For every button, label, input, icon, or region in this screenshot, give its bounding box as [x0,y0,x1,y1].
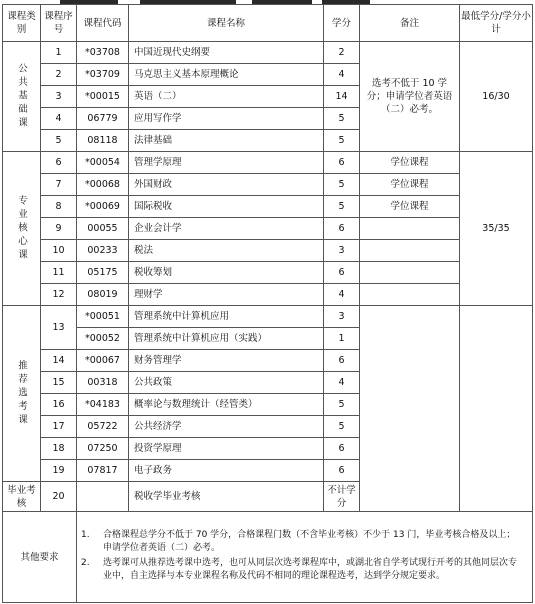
code-cell: 00055 [77,218,129,240]
note-cell: 学位课程 [360,174,460,196]
table-row [3,306,533,328]
name-cell: 税收筹划 [129,262,324,284]
name-cell: 国际税收 [129,196,324,218]
credit-cell: 6 [324,350,360,372]
note-cell: 学位课程 [360,196,460,218]
credit-cell: 5 [324,196,360,218]
subtotal-empty [460,306,533,512]
requirement-item [81,529,524,555]
seq-cell: 13 [41,306,77,350]
category-graduation: 毕业考核 [3,482,41,512]
name-cell: 公共经济学 [129,416,324,438]
category-public-basic: 公共基础课 [3,42,41,152]
credit-cell: 5 [324,416,360,438]
credit-cell: 5 [324,130,360,152]
seq-cell: 17 [41,416,77,438]
code-cell: *00068 [77,174,129,196]
header-row [3,5,533,42]
code-cell: *03709 [77,64,129,86]
name-cell: 概率论与数理统计（经管类） [129,394,324,416]
seq-cell: 8 [41,196,77,218]
credit-cell: 6 [324,218,360,240]
note-cell [360,262,460,284]
name-cell: 中国近现代史纲要 [129,42,324,64]
code-cell: *00069 [77,196,129,218]
name-cell: 公共政策 [129,372,324,394]
credit-cell: 3 [324,240,360,262]
code-cell: *03708 [77,42,129,64]
course-plan-table [2,4,533,603]
credit-cell: 6 [324,438,360,460]
requirement-number: 1. [81,530,90,540]
code-cell: 05175 [77,262,129,284]
credit-cell: 不计学分 [324,482,360,512]
code-cell: *00051 [77,306,129,328]
code-cell: *00015 [77,86,129,108]
subtotal-public-basic: 16/30 [460,42,533,152]
name-cell: 管理学原理 [129,152,324,174]
name-cell: 法律基础 [129,130,324,152]
code-cell: *00067 [77,350,129,372]
seq-cell: 19 [41,460,77,482]
header-name: 课程名称 [129,5,324,42]
name-cell: 应用写作学 [129,108,324,130]
code-cell: 08019 [77,284,129,306]
table-row [3,42,533,64]
name-cell: 马克思主义基本原理概论 [129,64,324,86]
credit-cell: 14 [324,86,360,108]
note-cell [360,284,460,306]
other-requirements-row [3,512,533,603]
name-cell: 税收学毕业考核 [129,482,324,512]
header-code: 课程代码 [77,5,129,42]
seq-cell: 18 [41,438,77,460]
code-cell: 08118 [77,130,129,152]
code-cell: 00233 [77,240,129,262]
seq-cell: 10 [41,240,77,262]
name-cell: 财务管理学 [129,350,324,372]
name-cell: 理财学 [129,284,324,306]
requirement-item [81,557,524,583]
credit-cell: 6 [324,152,360,174]
credit-cell: 4 [324,284,360,306]
subtotal-core: 35/35 [460,152,533,306]
name-cell: 电子政务 [129,460,324,482]
requirement-number: 2. [81,558,90,568]
category-recommended: 推荐选考课 [3,306,41,482]
seq-cell: 16 [41,394,77,416]
table-row [3,218,533,240]
header-min-credit: 最低学分/学分小计 [460,5,533,42]
seq-cell: 3 [41,86,77,108]
other-requirements-label: 其他要求 [3,512,77,603]
table-row [3,152,533,174]
note-cell [360,240,460,262]
header-note: 备注 [360,5,460,42]
credit-cell: 2 [324,42,360,64]
credit-cell: 6 [324,262,360,284]
credit-cell: 5 [324,394,360,416]
name-cell: 外国财政 [129,174,324,196]
table-row [3,196,533,218]
credit-cell: 5 [324,108,360,130]
code-cell: *04183 [77,394,129,416]
other-requirements-content [77,512,533,603]
code-cell: 00318 [77,372,129,394]
seq-cell: 1 [41,42,77,64]
seq-cell: 11 [41,262,77,284]
name-cell: 管理系统中计算机应用（实践） [129,328,324,350]
credit-cell: 4 [324,64,360,86]
table-row [3,174,533,196]
requirement-text: 合格课程总学分不低于 70 学分，合格课程门数（不含毕业考核）不少于 13 门，毕业考核合格及以上；申请学位者英语（二）必考。 [103,530,516,553]
code-cell: 06779 [77,108,129,130]
code-cell: *00052 [77,328,129,350]
note-public-basic: 选考不低于 10 学分；申请学位者英语（二）必考。 [360,42,460,152]
table-row [3,262,533,284]
seq-cell: 15 [41,372,77,394]
header-credit: 学分 [324,5,360,42]
header-seq: 课程序号 [41,5,77,42]
seq-cell: 9 [41,218,77,240]
code-cell: 07250 [77,438,129,460]
seq-cell: 7 [41,174,77,196]
note-cell [360,218,460,240]
code-cell: 05722 [77,416,129,438]
name-cell: 英语（二） [129,86,324,108]
note-cell: 学位课程 [360,152,460,174]
credit-cell: 6 [324,460,360,482]
seq-cell: 6 [41,152,77,174]
seq-cell: 4 [41,108,77,130]
credit-cell: 4 [324,372,360,394]
code-cell: 07817 [77,460,129,482]
header-category: 课程类别 [3,5,41,42]
name-cell: 管理系统中计算机应用 [129,306,324,328]
seq-cell: 14 [41,350,77,372]
requirement-text: 选考课可从推荐选考课中选考，也可从同层次选考课程库中，或湖北省自学考试现行开考的其他同层次专业中，自主选择与本专业课程名称及代码不相同的理论课程选考，达到学分规定要求。 [103,558,518,581]
seq-cell: 20 [41,482,77,512]
name-cell: 投资学原理 [129,438,324,460]
seq-cell: 2 [41,64,77,86]
credit-cell: 1 [324,328,360,350]
code-cell [77,482,129,512]
seq-cell: 5 [41,130,77,152]
credit-cell: 5 [324,174,360,196]
name-cell: 税法 [129,240,324,262]
table-row [3,240,533,262]
credit-cell: 3 [324,306,360,328]
seq-cell: 12 [41,284,77,306]
name-cell: 企业会计学 [129,218,324,240]
table-row [3,284,533,306]
note-empty [360,306,460,512]
code-cell: *00054 [77,152,129,174]
category-core: 专业核心课 [3,152,41,306]
